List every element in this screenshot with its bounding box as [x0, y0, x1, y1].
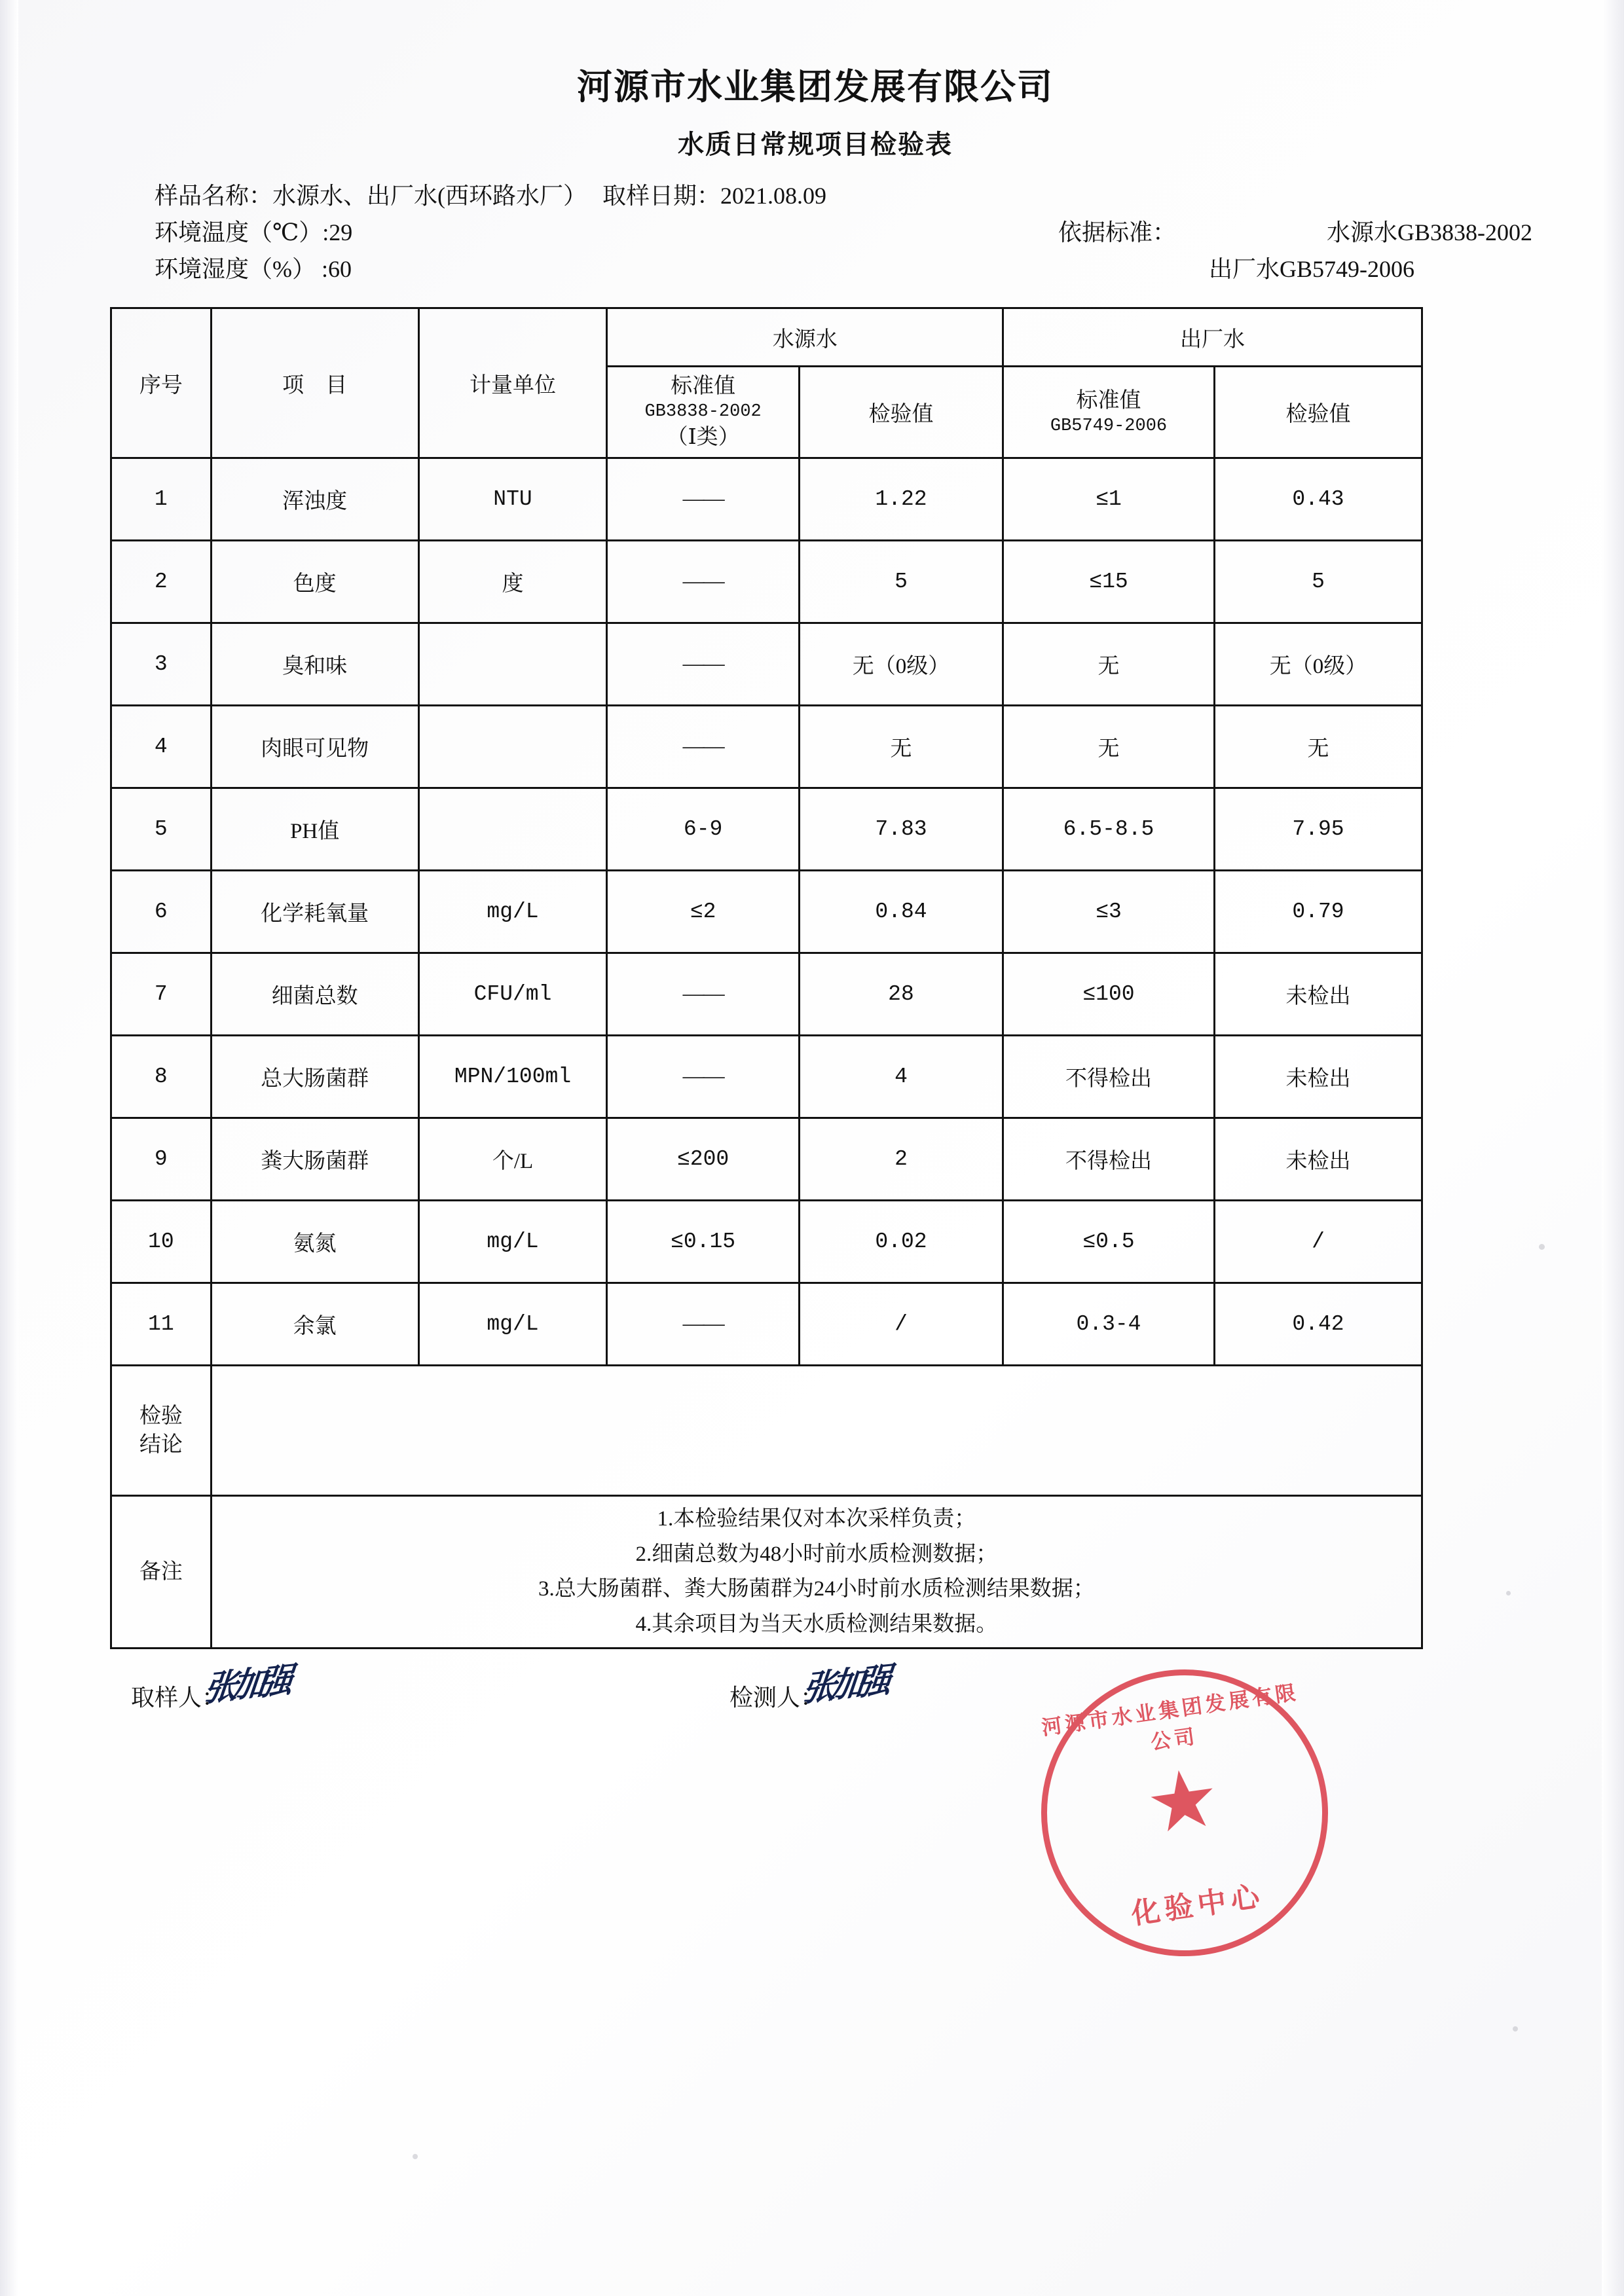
row-outlet-standard: ≤3	[1003, 871, 1215, 953]
stamp-bottom-text: 化验中心	[1129, 1880, 1266, 1931]
col-group-source-water: 水源水	[607, 308, 1003, 367]
row-outlet-value: 无	[1214, 706, 1422, 788]
metadata-row-temperature	[155, 215, 1532, 251]
col-header-source-value: 检验值	[799, 367, 1003, 458]
stamp-top-text: 河源市水业集团发展有限公司	[1040, 1681, 1301, 1754]
sample-name-label: 样品名称：	[155, 183, 273, 209]
col-header-source-standard	[607, 367, 800, 458]
row-item: 总大肠菌群	[211, 1036, 418, 1118]
sampler-signature: 张加强	[202, 1660, 289, 1710]
paper-edge-left	[0, 0, 18, 2296]
document-content	[98, 59, 1532, 1713]
row-unit: NTU	[418, 458, 607, 541]
row-outlet-standard: ≤0.5	[1003, 1201, 1215, 1283]
row-outlet-value: 无（0级）	[1214, 623, 1422, 706]
row-outlet-value: 7.95	[1214, 788, 1422, 871]
col-header-outlet-standard	[1003, 367, 1215, 458]
row-unit: mg/L	[418, 1201, 607, 1283]
company-title: 河源市水业集团发展有限公司	[577, 67, 1054, 107]
temperature-label: 环境温度（℃）:	[155, 219, 329, 246]
row-source-standard: ——	[607, 1283, 800, 1366]
row-unit	[418, 623, 607, 706]
humidity-value: 60	[328, 255, 352, 282]
outlet-standard-line1: 标准值	[1076, 388, 1141, 412]
temperature-value: 29	[329, 219, 353, 246]
row-source-value: 无（0级）	[799, 623, 1003, 706]
sampling-date-label: 取样日期：	[602, 183, 721, 209]
sampling-date-value: 2021.08.09	[720, 183, 827, 209]
remark-label: 备注	[111, 1496, 212, 1649]
row-item: 臭和味	[211, 623, 418, 706]
remark-line: 3.总大肠菌群、粪大肠菌群为24小时前水质检测结果数据；	[538, 1577, 1095, 1601]
row-outlet-standard: 无	[1003, 706, 1215, 788]
row-no: 9	[111, 1118, 212, 1201]
col-header-no: 序号	[111, 308, 212, 458]
row-unit: mg/L	[418, 1283, 607, 1366]
humidity-label: 环境湿度（%） :	[155, 255, 328, 282]
document-title: 水质日常规项目检验表	[678, 130, 953, 159]
standard-label: 依据标准：	[1058, 219, 1176, 246]
table-row	[111, 788, 1422, 871]
row-source-value: 无	[799, 706, 1003, 788]
metadata-block	[98, 178, 1532, 287]
scan-speck	[1513, 2026, 1518, 2032]
tester-signature: 张加强	[800, 1660, 887, 1710]
col-header-outlet-value: 检验值	[1214, 367, 1422, 458]
standard-outlet-water: 出厂水GB5749-2006	[1209, 255, 1414, 282]
standard-source-water: 水源水GB3838-2002	[1327, 219, 1532, 246]
conclusion-value	[211, 1366, 1422, 1496]
conclusion-row	[111, 1366, 1422, 1496]
row-source-value: 0.02	[799, 1201, 1003, 1283]
tester-label: 检测人：	[729, 1685, 824, 1711]
row-outlet-value: 未检出	[1214, 1036, 1422, 1118]
row-item: 化学耗氧量	[211, 871, 418, 953]
row-source-value: 4	[799, 1036, 1003, 1118]
table-row	[111, 541, 1422, 623]
row-no: 6	[111, 871, 212, 953]
source-standard-line2: GB3838-2002	[644, 402, 762, 422]
row-source-value: 2	[799, 1118, 1003, 1201]
row-no: 7	[111, 953, 212, 1036]
remark-line: 2.细菌总数为48小时前水质检测数据；	[635, 1542, 998, 1566]
sampler-block	[131, 1660, 289, 1713]
table-row	[111, 623, 1422, 706]
remark-content	[211, 1496, 1422, 1649]
row-outlet-standard: 不得检出	[1003, 1118, 1215, 1201]
row-source-standard: 6-9	[607, 788, 800, 871]
row-outlet-standard: 6.5-8.5	[1003, 788, 1215, 871]
row-source-standard: ——	[607, 953, 800, 1036]
row-source-value: 0.84	[799, 871, 1003, 953]
row-outlet-standard: ≤15	[1003, 541, 1215, 623]
table-row	[111, 871, 1422, 953]
table-row	[111, 706, 1422, 788]
row-no: 11	[111, 1283, 212, 1366]
row-item: PH值	[211, 788, 418, 871]
remark-line: 1.本检验结果仅对本次采样负责；	[657, 1507, 976, 1531]
row-unit	[418, 788, 607, 871]
row-outlet-value: 0.42	[1214, 1283, 1422, 1366]
row-item: 余氯	[211, 1283, 418, 1366]
metadata-row-sample	[155, 178, 1532, 215]
table-row	[111, 458, 1422, 541]
paper-edge-right	[1602, 0, 1624, 2296]
row-outlet-standard: 无	[1003, 623, 1215, 706]
row-outlet-standard: ≤1	[1003, 458, 1215, 541]
row-item: 细菌总数	[211, 953, 418, 1036]
row-source-standard: ——	[607, 458, 800, 541]
table-row	[111, 1283, 1422, 1366]
row-source-standard: ≤0.15	[607, 1201, 800, 1283]
row-source-standard: ——	[607, 1036, 800, 1118]
sampler-label: 取样人：	[131, 1685, 226, 1711]
table-row	[111, 1036, 1422, 1118]
row-no: 2	[111, 541, 212, 623]
row-source-standard: ——	[607, 623, 800, 706]
row-source-value: 5	[799, 541, 1003, 623]
row-outlet-standard: 不得检出	[1003, 1036, 1215, 1118]
row-no: 5	[111, 788, 212, 871]
row-outlet-standard: 0.3-4	[1003, 1283, 1215, 1366]
row-unit: 度	[418, 541, 607, 623]
row-outlet-standard: ≤100	[1003, 953, 1215, 1036]
col-header-item: 项 目	[211, 308, 418, 458]
source-standard-line1: 标准值	[671, 374, 736, 399]
row-no: 10	[111, 1201, 212, 1283]
conclusion-label: 检验 结论	[111, 1366, 212, 1496]
water-quality-table	[110, 307, 1423, 1649]
row-unit: 个/L	[418, 1118, 607, 1201]
row-item: 肉眼可见物	[211, 706, 418, 788]
table-row	[111, 1118, 1422, 1201]
row-no: 1	[111, 458, 212, 541]
scan-speck	[1539, 1244, 1545, 1250]
row-outlet-value: 0.43	[1214, 458, 1422, 541]
row-source-standard: ——	[607, 541, 800, 623]
remark-row	[111, 1496, 1422, 1649]
row-unit	[418, 706, 607, 788]
row-no: 8	[111, 1036, 212, 1118]
row-unit: CFU/ml	[418, 953, 607, 1036]
row-outlet-value: 0.79	[1214, 871, 1422, 953]
outlet-standard-line2: GB5749-2006	[1050, 416, 1168, 436]
row-source-value: 1.22	[799, 458, 1003, 541]
row-source-standard: ≤2	[607, 871, 800, 953]
row-outlet-value: 未检出	[1214, 1118, 1422, 1201]
col-group-outlet-water: 出厂水	[1003, 308, 1422, 367]
row-unit: MPN/100ml	[418, 1036, 607, 1118]
remark-line: 4.其余项目为当天水质检测结果数据。	[635, 1612, 998, 1636]
row-source-standard: ——	[607, 706, 800, 788]
row-source-standard: ≤200	[607, 1118, 800, 1201]
table-row	[111, 953, 1422, 1036]
row-source-value: 7.83	[799, 788, 1003, 871]
row-item: 氨氮	[211, 1201, 418, 1283]
col-header-unit: 计量单位	[418, 308, 607, 458]
row-item: 浑浊度	[211, 458, 418, 541]
star-icon: ★	[1141, 1752, 1226, 1851]
row-unit: mg/L	[418, 871, 607, 953]
row-outlet-value: /	[1214, 1201, 1422, 1283]
row-item: 粪大肠菌群	[211, 1118, 418, 1201]
scan-speck	[413, 2154, 418, 2159]
metadata-row-humidity	[155, 251, 1532, 288]
source-standard-line3: （Ⅰ类）	[666, 426, 740, 450]
row-no: 3	[111, 623, 212, 706]
sample-name-value: 水源水、出厂水(西环路水厂）	[272, 183, 587, 209]
row-item: 色度	[211, 541, 418, 623]
row-outlet-value: 未检出	[1214, 953, 1422, 1036]
table-row	[111, 1201, 1422, 1283]
row-no: 4	[111, 706, 212, 788]
row-source-value: 28	[799, 953, 1003, 1036]
table-header-group-row	[111, 308, 1422, 367]
row-source-value: /	[799, 1283, 1003, 1366]
tester-block	[729, 1660, 887, 1713]
row-outlet-value: 5	[1214, 541, 1422, 623]
signature-area	[98, 1660, 1532, 1713]
